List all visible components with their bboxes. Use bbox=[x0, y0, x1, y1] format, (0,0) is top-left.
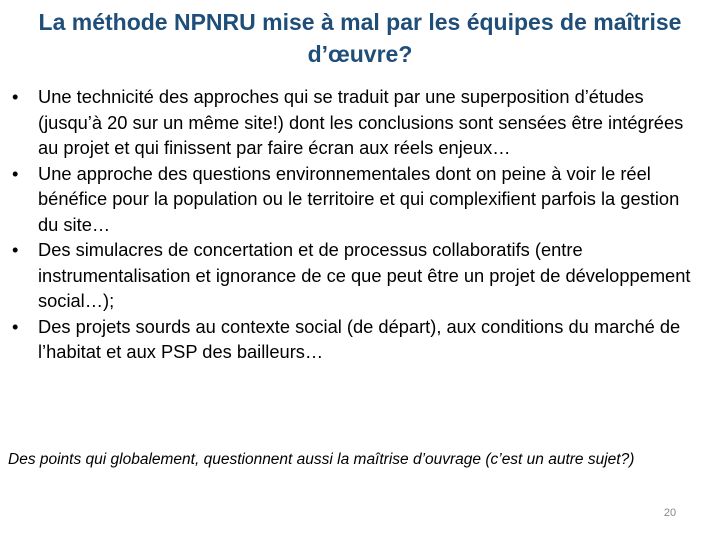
bullet-icon: • bbox=[12, 162, 19, 184]
bullet-text: Des simulacres de concertation et de processus collaboratifs (entre instrumentalisation et ignorance de ce que peut être un projet de développement social…); bbox=[38, 239, 691, 311]
slide-title: La méthode NPNRU mise à mal par les équipes de maîtrise d’œuvre? bbox=[38, 9, 682, 67]
bullet-list bbox=[12, 84, 702, 365]
bullet-icon: • bbox=[12, 315, 19, 337]
bullet-text: Une approche des questions environnementales dont on peine à voir le réel bénéfice pour la population ou le territoire et qui complexifient parfois la gestion du site… bbox=[38, 162, 680, 235]
bullet-icon: • bbox=[12, 86, 19, 107]
bullet-item bbox=[12, 84, 702, 161]
bullet-text: Des projets sourds au contexte social (de départ), aux conditions du marché de l’habitat et aux PSP des bailleurs… bbox=[38, 315, 681, 362]
bullet-icon: • bbox=[12, 239, 19, 260]
bullet-text: Une technicité des approches qui se traduit par une superposition d’études (jusqu’à 20 sur un même site!) dont les conclusions sont sensées être intégrées au projet et qui finissent par faire écran aux réels enjeux… bbox=[38, 86, 684, 158]
closing-note: Des points qui globalement, questionnent aussi la maîtrise d’ouvrage (c’est un autre sujet?) bbox=[8, 451, 635, 468]
bullet-item bbox=[12, 161, 702, 238]
page-number: 20 bbox=[663, 507, 677, 519]
bullet-item bbox=[12, 314, 702, 365]
bullet-item bbox=[12, 237, 702, 314]
